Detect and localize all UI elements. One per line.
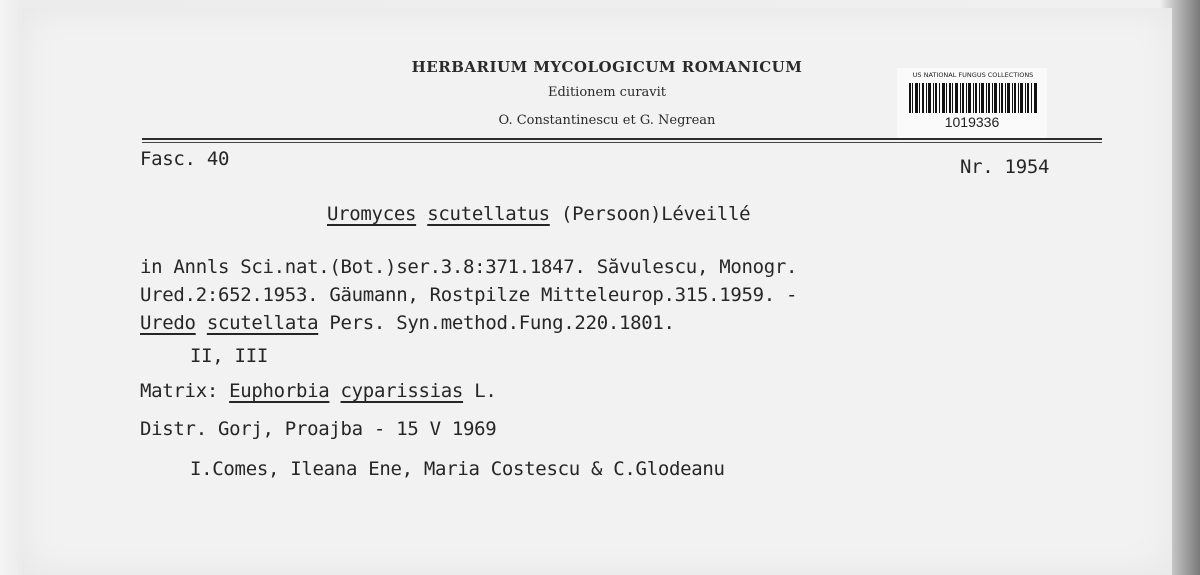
matrix-label: Matrix: xyxy=(140,380,218,402)
matrix-epithet: cyparissias xyxy=(340,380,464,402)
barcode-number: 1019336 xyxy=(944,114,1000,130)
synonym-rest: Pers. Syn.method.Fung.220.1801. xyxy=(329,312,675,334)
synonym-genus: Uredo xyxy=(140,312,196,334)
matrix-line xyxy=(140,380,496,402)
barcode-institution: US NATIONAL FUNGUS COLLECTIONS xyxy=(912,71,1034,79)
herbarium-editors: O. Constantinescu et G. Negrean xyxy=(498,113,716,128)
species-author: (Persoon)Léveillé xyxy=(560,203,751,225)
specimen-number: Nr. 1954 xyxy=(960,156,1050,178)
barcode-icon xyxy=(909,83,1039,113)
citation-line-2: Ured.2:652.1953. Gäumann, Rostpilze Mitteleurop.315.1959. - xyxy=(140,284,798,306)
spore-stages: II, III xyxy=(190,345,268,367)
synonym-epithet: scutellata xyxy=(206,312,319,334)
barcode-sticker xyxy=(897,68,1047,140)
herbarium-label xyxy=(22,8,1172,575)
fascicle-number: Fasc. 40 xyxy=(140,148,230,170)
herbarium-title: HERBARIUM MYCOLOGICUM ROMANICUM xyxy=(411,58,803,76)
header-divider-thin xyxy=(142,142,1102,143)
collectors-line: I.Comes, Ileana Ene, Maria Costescu & C.Glodeanu xyxy=(190,458,725,480)
distribution-line: Distr. Gorj, Proajba - 15 V 1969 xyxy=(140,418,497,440)
herbarium-subtitle: Editionem curavit xyxy=(547,85,667,100)
citation-line-1: in Annls Sci.nat.(Bot.)ser.3.8:371.1847. Săvulescu, Monogr. xyxy=(140,256,798,278)
matrix-author: L. xyxy=(474,380,497,402)
species-genus: Uromyces xyxy=(327,203,417,225)
matrix-genus: Euphorbia xyxy=(229,380,330,402)
species-epithet: scutellatus xyxy=(427,203,550,225)
species-name xyxy=(327,203,750,225)
synonym-line xyxy=(140,312,675,334)
header-divider xyxy=(142,138,1102,140)
